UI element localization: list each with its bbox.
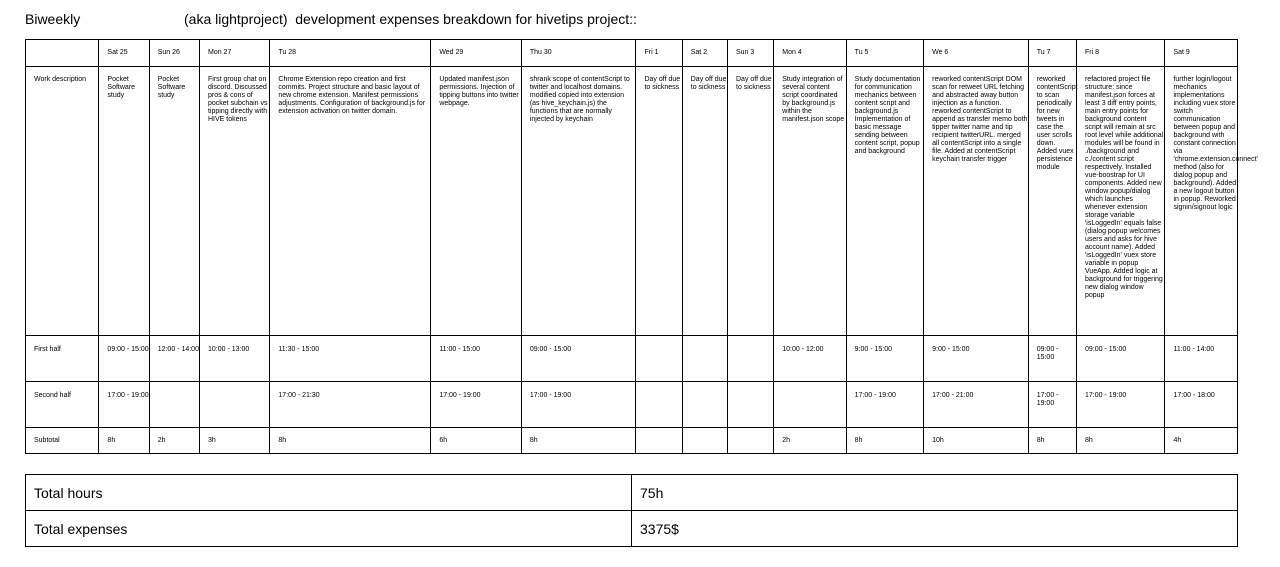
work-cell: Day off due to sickness — [682, 67, 727, 336]
second-half-cell — [774, 382, 846, 428]
work-cell: reworked contentScript to scan periodically for new tweets in case the user scrolls down. Added vuex persistence module — [1028, 67, 1076, 336]
row-label-subtotal: Subtotal — [26, 428, 99, 454]
first-half-cell: 09:00 - 15:00 — [1028, 336, 1076, 382]
subtotal-cell: 8h — [99, 428, 149, 454]
first-half-cell — [636, 336, 682, 382]
total-hours-value: 75h — [632, 475, 1238, 511]
total-hours-label: Total hours — [26, 475, 632, 511]
second-half-cell: 17:00 - 21:30 — [270, 382, 431, 428]
day-header: We 6 — [924, 40, 1029, 67]
work-description-row — [26, 67, 1238, 336]
first-half-cell: 11:00 - 14:00 — [1165, 336, 1238, 382]
second-half-cell: 17:00 - 19:00 — [846, 382, 923, 428]
page-title: (aka lightproject) development expenses breakdown for hivetips project:: — [184, 11, 637, 27]
subtotal-cell: 2h — [149, 428, 199, 454]
subtotal-cell: 8h — [270, 428, 431, 454]
work-cell: shrank scope of contentScript to twitter and localhost domains. modified copied into extension (as hive_keychain.js) the functions that are normally injected by keychain — [521, 67, 636, 336]
corner-cell — [26, 40, 99, 67]
second-half-cell: 17:00 - 21:00 — [924, 382, 1029, 428]
first-half-cell: 09:00 - 15:00 — [1076, 336, 1165, 382]
day-header: Sun 26 — [149, 40, 199, 67]
day-header: Sun 3 — [728, 40, 774, 67]
subtotal-cell: 10h — [924, 428, 1029, 454]
day-header: Fri 1 — [636, 40, 682, 67]
totals-table — [25, 474, 1238, 547]
total-hours-row — [26, 475, 1238, 511]
first-half-cell — [728, 336, 774, 382]
first-half-cell: 09:00 - 15:00 — [99, 336, 149, 382]
first-half-cell: 9:00 - 15:00 — [924, 336, 1029, 382]
row-label-second-half: Second half — [26, 382, 99, 428]
second-half-cell: 17:00 - 19:00 — [99, 382, 149, 428]
total-expenses-row — [26, 511, 1238, 547]
row-label-work: Work description — [26, 67, 99, 336]
second-half-cell: 17:00 - 19:00 — [521, 382, 636, 428]
first-half-cell: 9:00 - 15:00 — [846, 336, 923, 382]
day-header: Mon 4 — [774, 40, 846, 67]
first-half-cell: 10:00 - 13:00 — [199, 336, 269, 382]
subtotal-cell: 2h — [774, 428, 846, 454]
second-half-row — [26, 382, 1238, 428]
subtotal-cell: 4h — [1165, 428, 1238, 454]
work-cell: refactored project file structure: since manifest.json forces at least 3 diff entry points, main entry points for background content script will remain at src root level while additional modules will be found in ./background and c./content script respectively. Installed vue-boostrap for UI components. Added new window popup/dialog which launches whenever extension storage variable 'isLoggedIn' equals false (dialog popup welcomes users and asks for hive account name). Added 'isLoggedIn' vuex store variable in popup VueApp. Added logic at background for triggering new dialog window popup — [1076, 67, 1165, 336]
day-header: Sat 25 — [99, 40, 149, 67]
second-half-cell — [149, 382, 199, 428]
work-cell: further login/logout mechanics implementations including vuex store switch communication between popup and background with constant connection via 'chrome.extension.connect' method (also for dialog popup and background). Added a new logout button in popup. Reworked signin/signout logic — [1165, 67, 1238, 336]
first-half-cell: 11:00 - 15:00 — [431, 336, 522, 382]
schedule-table — [25, 39, 1258, 454]
second-half-cell: 17:00 - 19:00 — [431, 382, 522, 428]
first-half-cell: 09:00 - 15:00 — [521, 336, 636, 382]
subtotal-cell: 3h — [199, 428, 269, 454]
first-half-cell: 12:00 - 14:00 — [149, 336, 199, 382]
day-header: Fri 8 — [1076, 40, 1165, 67]
work-cell: First group chat on discord. Discussed pros & cons of pocket subchain vs tipping directly with HIVE tokens — [199, 67, 269, 336]
title-biweekly: Biweekly — [25, 11, 81, 27]
header-row — [26, 40, 1238, 67]
work-cell: Updated manifest.json permissions. Injection of tipping buttons into twitter webpage. — [431, 67, 522, 336]
work-cell: Study integration of several content script coordinated by background.js within the manifest.json scope — [774, 67, 846, 336]
day-header: Tu 7 — [1028, 40, 1076, 67]
work-cell: Day off due to sickness — [636, 67, 682, 336]
second-half-cell: 17:00 - 19:00 — [1076, 382, 1165, 428]
work-cell: Chrome Extension repo creation and first commits. Project structure and basic layout of new chrome extension. Manifest permissions adjustments. Configuration of background.js for extension activation on twitter domain. — [270, 67, 431, 336]
subtotal-row — [26, 428, 1238, 454]
second-half-cell: 17:00 - 18:00 — [1165, 382, 1238, 428]
work-cell: reworked contentScript DOM scan for retweet URL fetching and abstracted away button injection as a function. reworked contentScript to append as transfer memo both tipper twitter name and tip recipient twitterURL. merged all contentScript into a single file. Added at contentScript keychain transfer trigger — [924, 67, 1029, 336]
second-half-cell — [199, 382, 269, 428]
subtotal-cell: 8h — [1028, 428, 1076, 454]
day-header: Thu 30 — [521, 40, 636, 67]
day-header: Tu 5 — [846, 40, 923, 67]
subtotal-cell: 6h — [431, 428, 522, 454]
work-cell: Study documentation for communication mechanics between content script and background.js Implementation of basic message sending between content script, popup and background — [846, 67, 923, 336]
first-half-cell: 10:00 - 12:00 — [774, 336, 846, 382]
day-header: Sat 2 — [682, 40, 727, 67]
subtotal-cell — [728, 428, 774, 454]
second-half-cell — [682, 382, 727, 428]
first-half-cell — [682, 336, 727, 382]
work-cell: Day off due to sickness — [728, 67, 774, 336]
second-half-cell — [728, 382, 774, 428]
subtotal-cell — [636, 428, 682, 454]
subtotal-cell — [682, 428, 727, 454]
day-header: Sat 9 — [1165, 40, 1238, 67]
work-cell: Pocket Software study — [149, 67, 199, 336]
day-header: Wed 29 — [431, 40, 522, 67]
first-half-cell: 11:30 - 15:00 — [270, 336, 431, 382]
first-half-row — [26, 336, 1238, 382]
subtotal-cell: 8h — [521, 428, 636, 454]
total-expenses-label: Total expenses — [26, 511, 632, 547]
day-header: Tu 28 — [270, 40, 431, 67]
second-half-cell — [636, 382, 682, 428]
day-header: Mon 27 — [199, 40, 269, 67]
total-expenses-value: 3375$ — [632, 511, 1238, 547]
work-cell: Pocket Software study — [99, 67, 149, 336]
row-label-first-half: First half — [26, 336, 99, 382]
second-half-cell: 17:00 - 19:00 — [1028, 382, 1076, 428]
subtotal-cell: 8h — [1076, 428, 1165, 454]
subtotal-cell: 8h — [846, 428, 923, 454]
